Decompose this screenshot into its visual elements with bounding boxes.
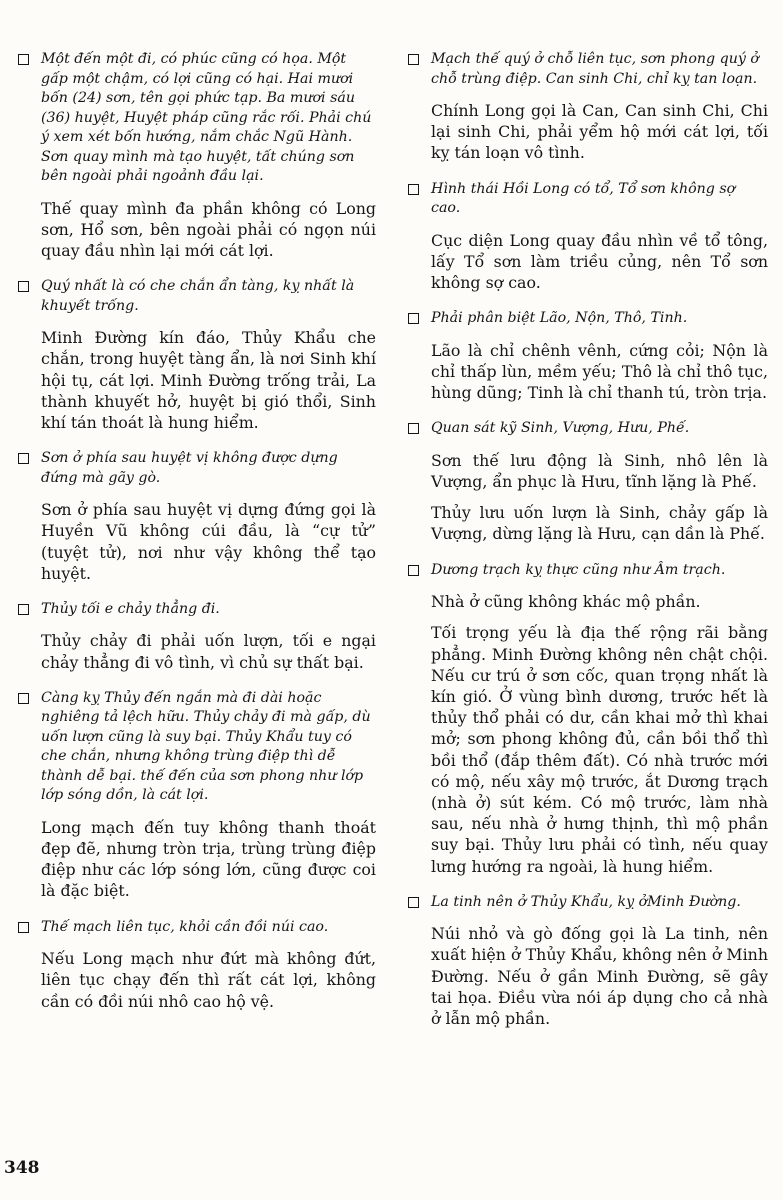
checkbox-bullet-icon [18,281,29,292]
body-paragraph: Thủy lưu uốn lượn là Sinh, chảy gấp là Vượng, dừng lặng là Hưu, cạn dần là Phế. [431,503,768,544]
section-heading: Hình thái Hồi Long có tổ, Tổ sơn không sợ cao. [431,180,736,217]
section-right-5 [398,561,768,877]
checkbox-bullet-icon [408,423,419,434]
body-paragraph: Minh Đường kín đáo, Thủy Khẩu che chắn, trong huyệt tàng ẩn, là nơi Sinh khí hội tụ, cát lợi. Minh Đường trống trải, La thành khuyết hở, huyệt bị gió thổi, Sinh khí tán thoát là hung hiểm. [41,328,376,432]
body-paragraph: Long mạch đến tuy không thanh thoát đẹp đẽ, nhưng tròn trịa, trùng trùng điệp điệp như các lớp sóng lớn, cũng được coi là đặc biệt. [41,817,376,901]
section-heading: Càng kỵ Thủy đến ngắn mà đi dài hoặc nghiêng tả lệch hữu. Thủy chảy đi mà gấp, dù uốn lượn cũng là suy bại. Thủy Khẩu tuy có che chắn, nhưng không trùng điệp thì dễ thành dễ bại. thế đến của sơn phong như lớp lớp sóng dồn, là cát lợi. [41,689,371,804]
section-left-3 [8,449,376,584]
body-paragraph: Thủy chảy đi phải uốn lượn, tối e ngại chảy thẳng đi vô tình, vì chủ sự thất bại. [41,631,376,672]
checkbox-bullet-icon [408,184,419,195]
section-right-4 [398,419,768,544]
section-heading: Một đến một đi, có phúc cũng có họa. Một gấp một chậm, có lợi cũng có hại. Hai mươi bốn (24) sơn, tên gọi phức tạp. Ba mươi sáu (36) huyệt, Huyệt pháp cũng rắc rối. Phải chú ý xem xét bốn hướng, nắm chắc Ngũ Hành. Sơn quay mình mà tạo huyệt, tất chúng sơn bên ngoài phải ngoảnh đầu lại. [41,51,372,184]
checkbox-bullet-icon [18,922,29,933]
left-column [8,50,376,1028]
right-column [398,50,768,1045]
body-paragraph: Nếu Long mạch như đứt mà không đứt, liên tục chạy đến thì rất cát lợi, không cần có đồi núi nhô cao hộ vệ. [41,949,376,1011]
body-paragraph: Tối trọng yếu là địa thế rộng rãi bằng phẳng. Minh Đường không nên chật chội. Nếu cư trú ở sơn cốc, quan trọng nhất là kín gió. Ở vùng bình dương, trước hết là thủy thổ phải có dư, cần khai mở thì khai mở; sơn phong không đủ, cần bồi thổ thì bồi thổ (đắp thêm đất). Có nhà trước mới có mộ, nếu xây mộ trước, ắt Dương trạch (nhà ở) sút kém. Có mộ trước, làm nhà sau, nếu nhà ở hưng thịnh, thì mộ phần suy bại. Thủy lưu phải có tình, nếu quay lưng hướng ra ngoài, là hung hiểm. [431,623,768,876]
section-heading: Thế mạch liên tục, khỏi cần đồi núi cao. [41,918,329,935]
section-heading: Dương trạch kỵ thực cũng như Âm trạch. [431,561,726,578]
body-paragraph: Cục diện Long quay đầu nhìn về tổ tông, lấy Tổ sơn làm triều củng, nên Tổ sơn không sợ cao. [431,230,768,293]
checkbox-bullet-icon [408,897,419,908]
section-left-5 [8,689,376,902]
section-heading: Phải phân biệt Lão, Nộn, Thô, Tinh. [431,310,688,327]
body-paragraph: Thế quay mình đa phần không có Long sơn, Hổ sơn, bên ngoài phải có ngọn núi quay đầu nhìn lại mới cát lợi. [41,198,376,260]
section-heading: Quan sát kỹ Sinh, Vượng, Hưu, Phế. [431,420,690,437]
body-paragraph: Lão là chỉ chênh vênh, cứng cỏi; Nộn là chỉ thấp lùn, mềm yếu; Thô là chỉ thô tục, hùng dũng; Tinh là chỉ thanh tú, tròn trịa. [431,340,768,403]
checkbox-bullet-icon [18,693,29,704]
checkbox-bullet-icon [408,313,419,324]
section-right-2 [398,180,768,294]
section-left-6 [8,918,376,1012]
body-paragraph: Sơn ở phía sau huyệt vị dựng đứng gọi là Huyền Vũ không cúi đầu, là “cự tử” (tuyệt tử), nơi như vậy không thể tạo huyệt. [41,500,376,583]
section-left-2 [8,277,376,433]
section-heading: Mạch thế quý ở chỗ liên tục, sơn phong quý ở chỗ trùng điệp. Can sinh Chi, chỉ kỵ tan loạn. [431,51,759,87]
checkbox-bullet-icon [18,604,29,615]
section-left-4 [8,600,376,673]
section-right-6 [398,893,768,1030]
checkbox-bullet-icon [408,565,419,576]
section-heading: Thủy tối e chảy thẳng đi. [41,600,220,617]
checkbox-bullet-icon [408,54,419,65]
page-number: 348 [4,1158,40,1178]
body-paragraph: Nhà ở cũng không khác mộ phần. [431,592,701,612]
section-left-1 [8,50,376,261]
body-paragraph: Sơn thế lưu động là Sinh, nhô lên là Vượng, ẩn phục là Hưu, tĩnh lặng là Phế. [431,450,768,492]
section-heading: Sơn ở phía sau huyệt vị không được dựng đứng mà gãy gò. [41,450,338,486]
checkbox-bullet-icon [18,54,29,65]
section-heading: Quý nhất là có che chắn ẩn tàng, kỵ nhất là khuyết trống. [41,278,355,314]
checkbox-bullet-icon [18,453,29,464]
body-paragraph: Núi nhỏ và gò đống gọi là La tinh, nên xuất hiện ở Thủy Khẩu, không nên ở Minh Đường. Nếu ở gần Minh Đường, sẽ gây tai họa. Điều vừa nói áp dụng cho cả nhà ở lẫn mộ phần. [431,924,768,1029]
section-right-3 [398,309,768,403]
section-heading: La tinh nên ở Thủy Khẩu, kỵ ởMinh Đường. [431,893,741,910]
body-paragraph: Chính Long gọi là Can, Can sinh Chi, Chi lại sinh Chi, phải yểm hộ mới cát lợi, tối kỵ tán loạn vô tình. [431,101,768,163]
section-right-1 [398,50,768,164]
